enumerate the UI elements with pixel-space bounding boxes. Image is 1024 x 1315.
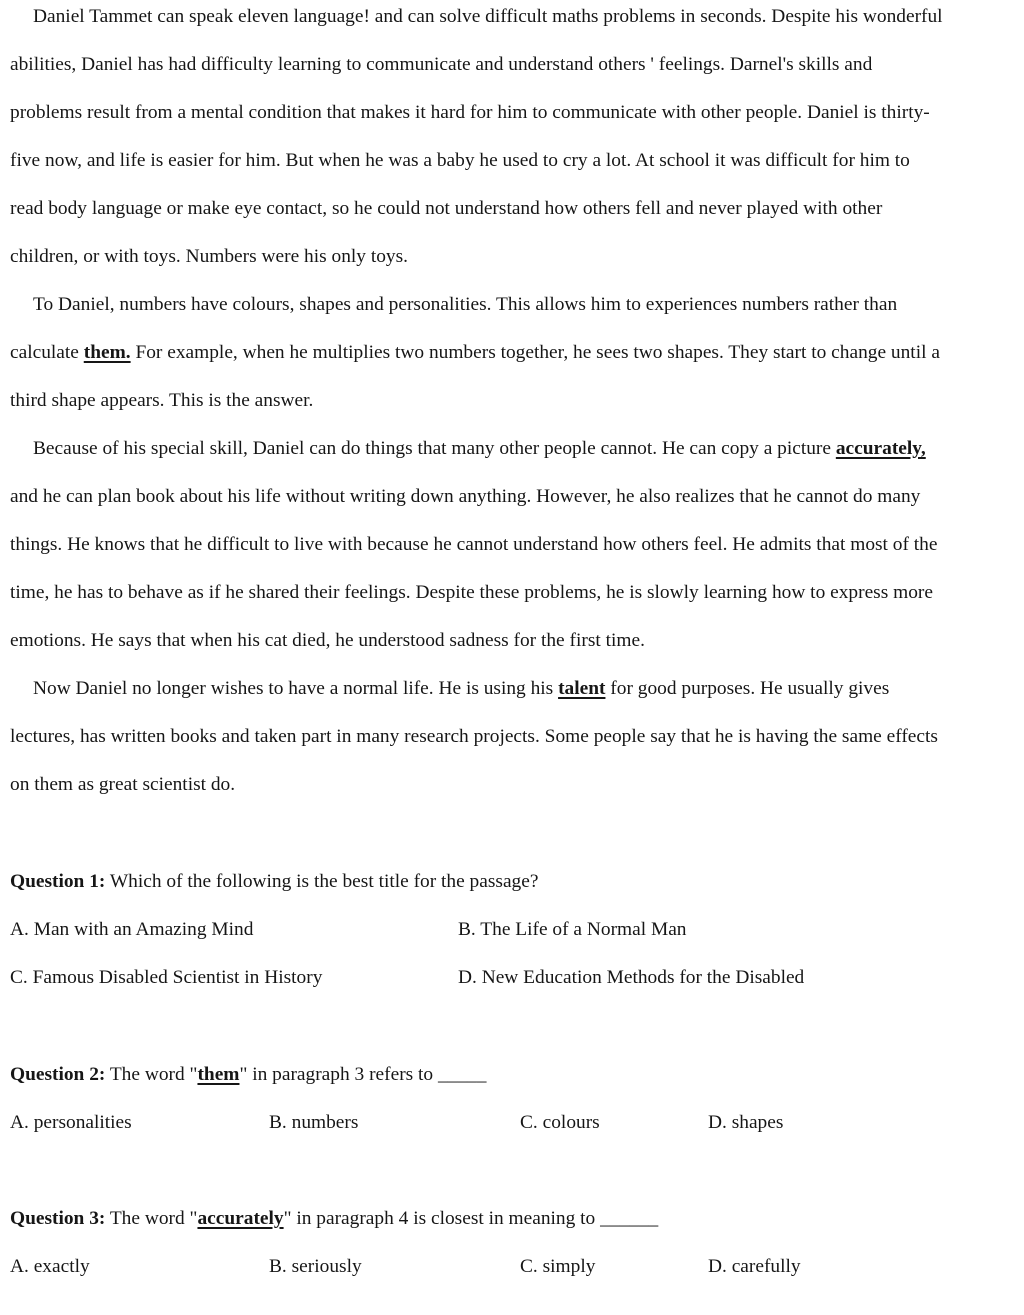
keyword-accurately: accurately bbox=[197, 1208, 284, 1229]
keyword-talent: talent bbox=[558, 678, 606, 699]
passage-line: To Daniel, numbers have colours, shapes and personalities. This allows him to experiences numbers rather than bbox=[33, 294, 898, 315]
question-text: The word " bbox=[105, 1064, 198, 1085]
q1-option-b[interactable]: B. The Life of a Normal Man bbox=[458, 919, 687, 940]
q1-option-a[interactable]: A. Man with an Amazing Mind bbox=[10, 919, 254, 940]
passage-line: third shape appears. This is the answer. bbox=[10, 390, 314, 411]
keyword-accurately: accurately, bbox=[835, 438, 926, 459]
passage-line: things. He knows that he difficult to live with because he cannot understand how others feel. He admits that most of the bbox=[10, 534, 938, 555]
passage-line: five now, and life is easier for him. But when he was a baby he used to cry a lot. At school it was difficult for him to bbox=[10, 150, 910, 171]
passage-line: time, he has to behave as if he shared their feelings. Despite these problems, he is slowly learning how to express more bbox=[10, 582, 933, 603]
q2-option-a[interactable]: A. personalities bbox=[10, 1112, 132, 1133]
passage-line: abilities, Daniel has had difficulty learning to communicate and understand others ' feelings. Darnel's skills and bbox=[10, 54, 873, 75]
passage-line: emotions. He says that when his cat died, he understood sadness for the first time. bbox=[10, 630, 645, 651]
question-1-stem bbox=[10, 872, 538, 891]
passage-line bbox=[33, 679, 889, 698]
line-text: for good purposes. He usually gives bbox=[605, 678, 890, 699]
passage-line bbox=[33, 439, 926, 458]
q3-option-b[interactable]: B. seriously bbox=[269, 1256, 362, 1277]
line-text: For example, when he multiplies two numbers together, he sees two shapes. They start to change until a bbox=[130, 342, 940, 363]
passage-line: Daniel Tammet can speak eleven language! and can solve difficult maths problems in seconds. Despite his wonderful bbox=[33, 6, 943, 27]
passage-line bbox=[10, 343, 940, 362]
line-text: Because of his special skill, Daniel can do things that many other people cannot. He can copy a picture bbox=[33, 438, 836, 459]
passage-line: and he can plan book about his life without writing down anything. However, he also realizes that he cannot do many bbox=[10, 486, 921, 507]
question-label: Question 1: bbox=[10, 871, 106, 892]
passage-line: children, or with toys. Numbers were his only toys. bbox=[10, 246, 408, 267]
question-text: " in paragraph 4 is closest in meaning to ______ bbox=[283, 1208, 659, 1229]
question-label: Question 2: bbox=[10, 1064, 106, 1085]
question-3-stem bbox=[10, 1209, 658, 1228]
passage-line: lectures, has written books and taken part in many research projects. Some people say that he is having the same effects bbox=[10, 726, 938, 747]
keyword-them: them. bbox=[83, 342, 131, 363]
question-text: " in paragraph 3 refers to _____ bbox=[239, 1064, 487, 1085]
q2-option-b[interactable]: B. numbers bbox=[269, 1112, 359, 1133]
q2-option-c[interactable]: C. colours bbox=[520, 1112, 600, 1133]
passage-line: read body language or make eye contact, so he could not understand how others fell and never played with other bbox=[10, 198, 883, 219]
line-text: calculate bbox=[10, 342, 84, 363]
q1-option-c[interactable]: C. Famous Disabled Scientist in History bbox=[10, 967, 323, 988]
keyword-them: them bbox=[197, 1064, 240, 1085]
q3-option-d[interactable]: D. carefully bbox=[708, 1256, 801, 1277]
passage-line: on them as great scientist do. bbox=[10, 774, 236, 795]
q3-option-a[interactable]: A. exactly bbox=[10, 1256, 90, 1277]
passage-line: problems result from a mental condition that makes it hard for him to communicate with other people. Daniel is thirty- bbox=[10, 102, 930, 123]
question-text: The word " bbox=[105, 1208, 198, 1229]
line-text: Now Daniel no longer wishes to have a normal life. He is using his bbox=[33, 678, 559, 699]
q2-option-d[interactable]: D. shapes bbox=[708, 1112, 784, 1133]
question-2-stem bbox=[10, 1065, 486, 1084]
q1-option-d[interactable]: D. New Education Methods for the Disabled bbox=[458, 967, 805, 988]
question-label: Question 3: bbox=[10, 1208, 106, 1229]
q3-option-c[interactable]: C. simply bbox=[520, 1256, 596, 1277]
question-text: Which of the following is the best title for the passage? bbox=[105, 871, 539, 892]
